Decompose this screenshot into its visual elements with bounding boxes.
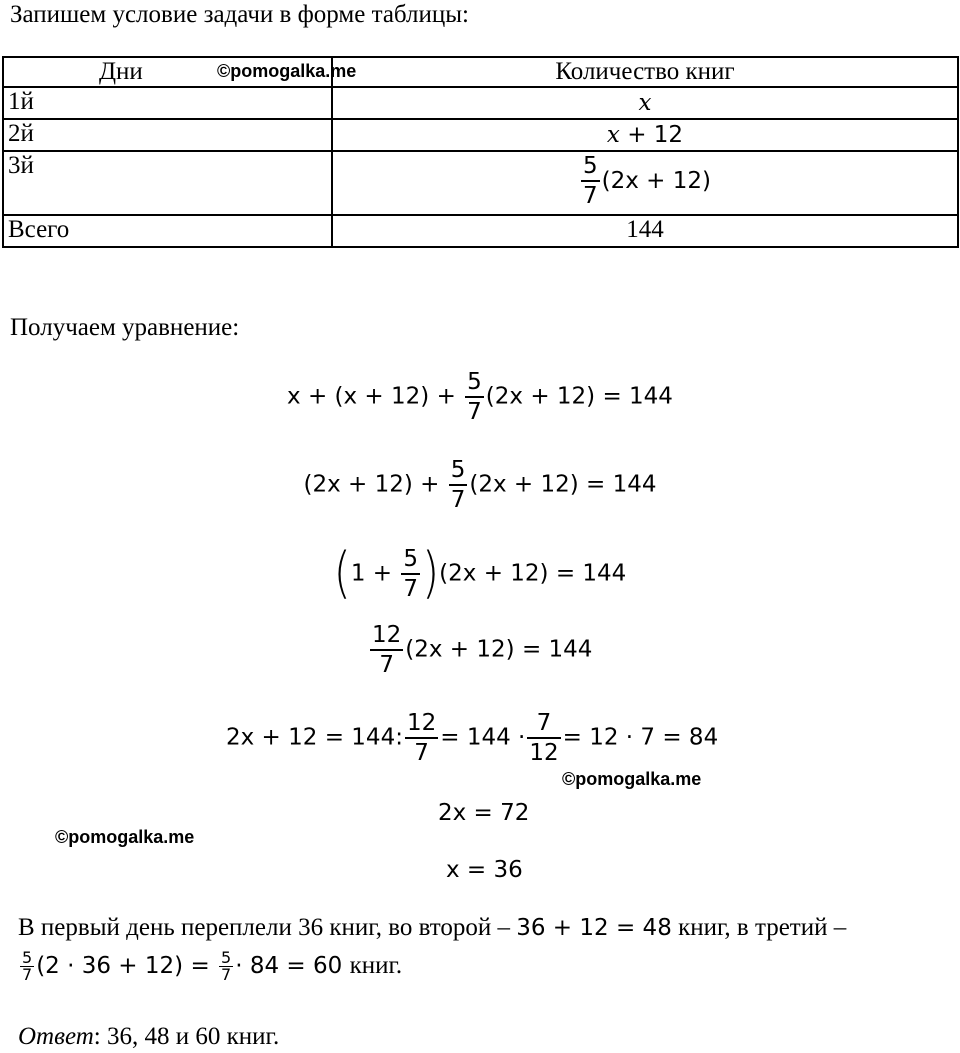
fraction: $\frac{7}{12}$ — [529, 710, 559, 766]
equation-line-7: x = 36 — [446, 857, 523, 883]
answer-text: : 36, 48 и 60 книг. — [93, 1023, 280, 1050]
intro-text: Запишем условие задачи в форме таблицы: — [10, 1, 469, 28]
watermark: ©pomogalka.me — [562, 769, 702, 789]
row-books: 144 — [332, 215, 958, 247]
watermark: ©pomogalka.me — [55, 827, 195, 847]
row-books: $\frac{5}{7}$ (2x + 12) — [332, 151, 958, 215]
equation-intro: Получаем уравнение: — [10, 314, 240, 341]
watermark: ©pomogalka.me — [217, 61, 357, 81]
table-row — [3, 215, 958, 247]
equation-line-3: (1 + $\frac{5}{7}$ )(2x + 12) = 144 — [333, 541, 627, 606]
conclusion-line-1: В первый день переплели 36 книг, во второй – 36 + 12 = 48 книг, в третий – — [18, 914, 847, 941]
row-day: 2й — [3, 119, 332, 151]
row-books: x — [332, 87, 958, 119]
fraction: $\frac{5}{7}$ — [450, 457, 466, 513]
fraction: $\frac{12}{7}$ — [372, 622, 402, 678]
row-day: 3й — [3, 151, 332, 215]
equation-line-5: 2x + 12 = 144: $\frac{12}{7}$ = 144 · $\frac{7}{12}$ = 12 · 7 = 84 — [226, 710, 719, 766]
equation-line-1: x + (x + 12) + $\frac{5}{7}$ (2x + 12) = 144 — [287, 369, 673, 425]
row-day: Всего — [3, 215, 332, 247]
equation-line-2: (2x + 12) + $\frac{5}{7}$ (2x + 12) = 144 — [303, 457, 657, 513]
equation-line-6: 2x = 72 — [438, 800, 530, 826]
fraction: $\frac{5}{7}$ — [22, 948, 33, 984]
header-days: Дни — [3, 57, 332, 87]
table-row — [3, 119, 958, 151]
fraction: $\frac{12}{7}$ — [406, 710, 437, 766]
conclusion-line-2: $\frac{5}{7}$ (2 · 36 + 12) = $\frac{5}{7}$ · 84 = 60 книг. — [22, 948, 403, 984]
answer-line — [18, 1022, 279, 1052]
table-header-row — [3, 57, 958, 87]
fraction: $\frac{5}{7}$ — [467, 369, 482, 425]
equation-line-4: $\frac{12}{7}$ (2x + 12) = 144 — [372, 622, 593, 678]
table-row — [3, 151, 958, 215]
header-books: Количество книг — [332, 57, 958, 87]
fraction: $\frac{5}{7}$ — [583, 153, 598, 209]
fraction: $\frac{5}{7}$ — [403, 546, 418, 602]
fraction: $\frac{5}{7}$ — [221, 948, 232, 984]
table-row — [3, 87, 958, 119]
row-books: x + 12 — [332, 119, 958, 151]
answer-label: Ответ — [18, 1023, 94, 1050]
row-day: 1й — [3, 87, 332, 119]
condition-table — [2, 56, 959, 248]
